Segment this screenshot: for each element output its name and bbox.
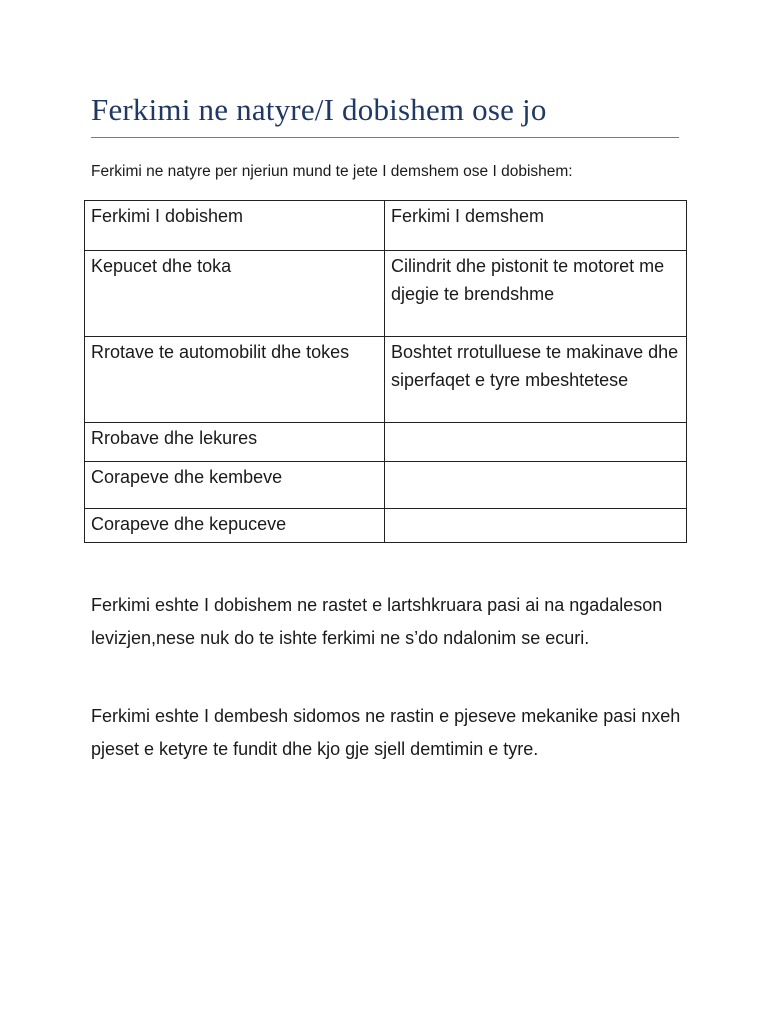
table-header-row bbox=[85, 201, 687, 251]
table-row bbox=[85, 462, 687, 509]
header-harmful: Ferkimi I demshem bbox=[385, 201, 687, 251]
header-beneficial: Ferkimi I dobishem bbox=[85, 201, 385, 251]
table-cell bbox=[385, 509, 687, 543]
table-cell: Kepucet dhe toka bbox=[85, 251, 385, 337]
table-cell bbox=[385, 462, 687, 509]
title-underline bbox=[91, 137, 679, 138]
table-cell: Cilindrit dhe pistonit te motoret me djegie te brendshme bbox=[385, 251, 687, 337]
table-cell: Rrotave te automobilit dhe tokes bbox=[85, 337, 385, 423]
intro-sentence: Ferkimi ne natyre per njeriun mund te jete I demshem ose I dobishem: bbox=[91, 163, 573, 180]
paragraph-harmful: Ferkimi eshte I dembesh sidomos ne rastin e pjeseve mekanike pasi nxeh pjeset e ketyre te fundit dhe kjo gje sjell demtimin e tyre. bbox=[91, 706, 681, 759]
table-row bbox=[85, 251, 687, 337]
table-cell: Corapeve dhe kepuceve bbox=[85, 509, 385, 543]
table-cell: Boshtet rrotulluese te makinave dhe siperfaqet e tyre mbeshtetese bbox=[385, 337, 687, 423]
friction-comparison-table bbox=[84, 200, 687, 543]
table-cell: Corapeve dhe kembeve bbox=[85, 462, 385, 509]
table-cell: Rrobave dhe lekures bbox=[85, 423, 385, 462]
paragraph-beneficial: Ferkimi eshte I dobishem ne rastet e lartshkruara pasi ai na ngadaleson levizjen,nese nuk do te ishte ferkimi ne s’do ndalonim se ecuri. bbox=[91, 595, 663, 648]
table-row bbox=[85, 509, 687, 543]
table-cell bbox=[385, 423, 687, 462]
document-title: Ferkimi ne natyre/I dobishem ose jo bbox=[91, 92, 547, 127]
table-row bbox=[85, 337, 687, 423]
table-row bbox=[85, 423, 687, 462]
